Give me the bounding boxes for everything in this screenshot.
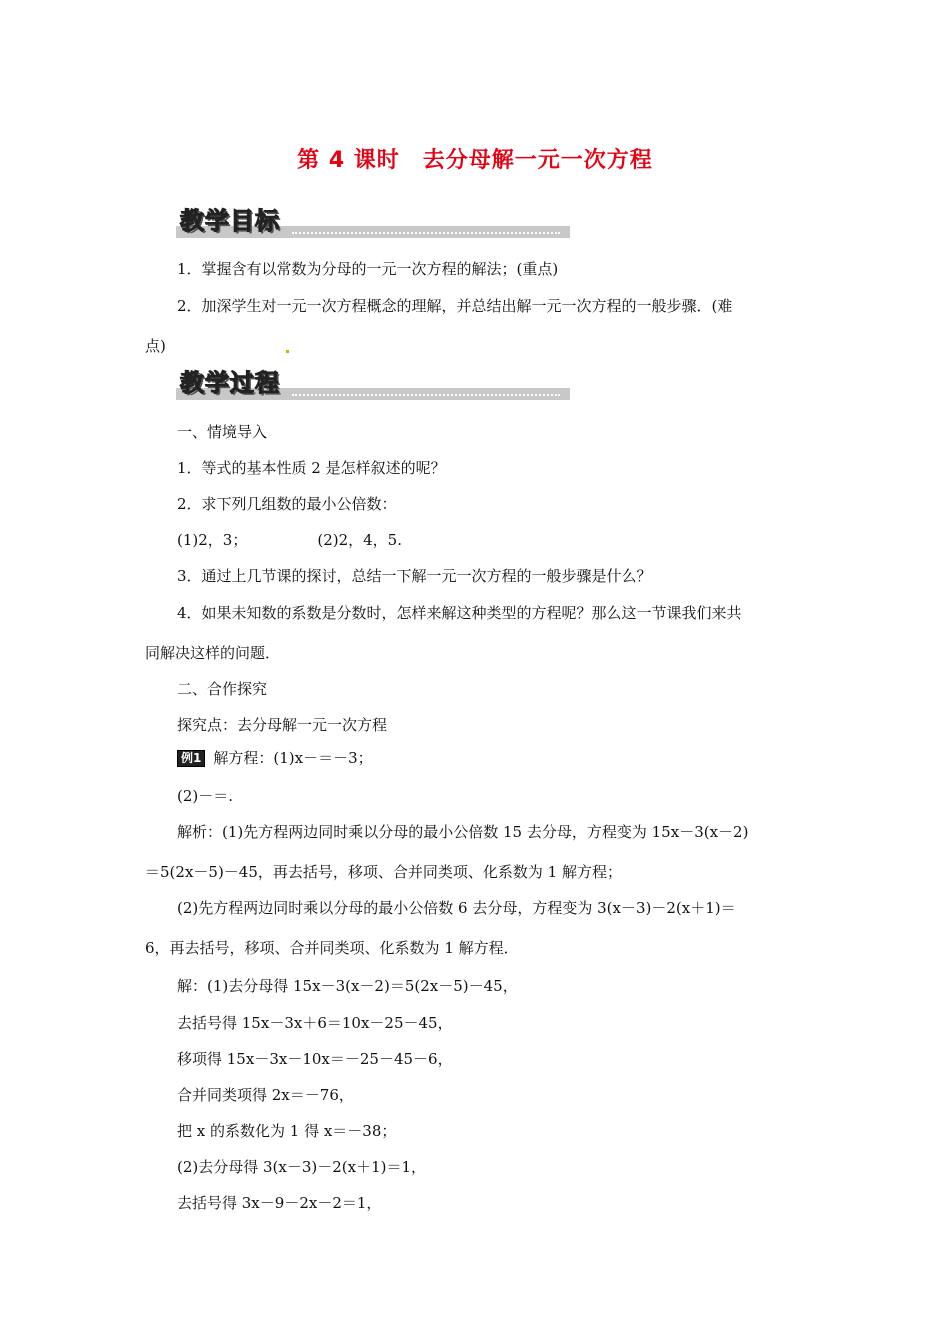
section-banner-goals [176, 206, 570, 240]
goal-1: 1．掌握含有以常数为分母的一元一次方程的解法；(重点) [177, 260, 559, 278]
solution-step-7: 去括号得 3x－9－2x－2＝1， [177, 1194, 382, 1212]
section-banner-process [176, 368, 570, 402]
question-2-item-b: (2)2，4，5. [317, 531, 402, 549]
analysis-1-line-2: ＝5(2x－5)－45，再去括号，移项、合并同类项、化系数为 1 解方程； [145, 863, 622, 881]
heading-intro: 一、情境导入 [177, 423, 268, 441]
solution-step-6: (2)去分母得 3(x－3)－2(x＋1)＝1， [177, 1158, 427, 1176]
analysis-2-line-1: (2)先方程两边同时乘以分母的最小公倍数 6 去分母，方程变为 3(x－3)－2(x＋1)＝ [177, 899, 736, 917]
goal-2-line-1: 2．加深学生对一元一次方程概念的理解，并总结出解一元一次方程的一般步骤．(难 [177, 297, 733, 315]
goal-2-line-2: 点) [145, 337, 166, 355]
explore-point: 探究点：去分母解一元一次方程 [177, 716, 388, 734]
question-2-item-a: (1)2，3； [177, 531, 248, 549]
example-1-part-2: (2)－＝. [177, 787, 234, 805]
analysis-1-line-1: 解析：(1)先方程两边同时乘以分母的最小公倍数 15 去分母，方程变为 15x－3(x－2) [177, 823, 749, 841]
example-badge: 例1 [177, 750, 205, 767]
question-3: 3．通过上几节课的探讨，总结一下解一元一次方程的一般步骤是什么？ [177, 567, 652, 585]
solution-step-5: 把 x 的系数化为 1 得 x＝－38； [177, 1122, 397, 1140]
example-1-text: 解方程：(1)x－＝－3； [213, 749, 373, 767]
banner-dots [292, 232, 560, 234]
page-title: 第 4 课时 去分母解一元一次方程 [297, 148, 653, 173]
example-1 [177, 748, 373, 768]
banner-dots [292, 394, 560, 396]
section-heading-process: 教学过程 [180, 369, 280, 397]
question-2: 2．求下列几组数的最小公倍数： [177, 495, 397, 513]
solution-step-1: 解：(1)去分母得 15x－3(x－2)＝5(2x－5)－45， [177, 977, 518, 995]
section-heading-goals: 教学目标 [180, 207, 280, 235]
heading-explore: 二、合作探究 [177, 680, 268, 698]
analysis-2-line-2: 6，再去括号，移项、合并同类项、化系数为 1 解方程． [145, 939, 519, 957]
question-4-line-2: 同解决这样的问题． [145, 644, 281, 662]
solution-step-2: 去括号得 15x－3x＋6＝10x－25－45， [177, 1014, 453, 1032]
question-2-items [177, 530, 402, 550]
solution-step-3: 移项得 15x－3x－10x＝－25－45－6， [177, 1050, 453, 1068]
scan-speck [286, 350, 289, 353]
question-4-line-1: 4．如果未知数的系数是分数时，怎样来解这种类型的方程呢？那么这一节课我们来共 [177, 604, 742, 622]
question-1: 1．等式的基本性质 2 是怎样叙述的呢？ [177, 459, 446, 477]
solution-step-4: 合并同类项得 2x＝－76， [177, 1086, 354, 1104]
